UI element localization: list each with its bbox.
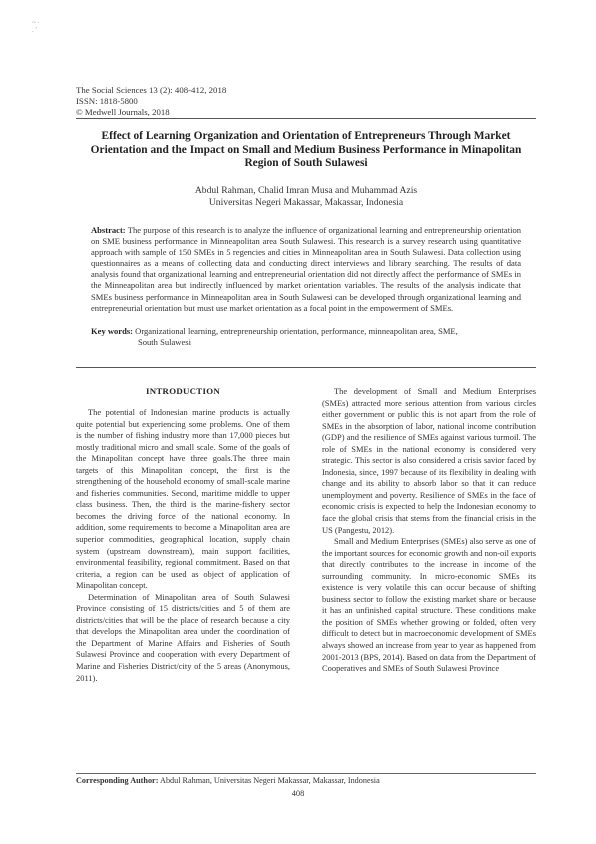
corresponding-author-text: Abdul Rahman, Universitas Negeri Makassar, Makassar, Indonesia [160, 776, 380, 785]
abstract-text: The purpose of this research is to analyze the influence of organizational learning and entrepreneurship orientation on SME business performance in Minneapolitan area South Sulawesi. This research is a survey research using quantitative approach with sample of 150 SMEs in 5 regencies and cities in Minneapolitan area in South Sulawesi. Data collection using questionnaires as a means of collecting data and conducting direct interviews and library searching. The results of data analysis found that organizational learning and entrepreneurial orientation did not directly affect the performance of SMEs in the Minneapolitan area but indirectly influenced by market orientation variables. The results of the analysis indicate that SMEs business performance in Minneapolitan area in South Sulawesi can be developed through organizational learning and entrepreneurial orientation but must use market orientation as a focal point in the empowerment of SMEs. [91, 225, 521, 313]
paper-authors: Abdul Rahman, Chalid Imran Musa and Muhammad Azis [194, 185, 418, 196]
header-rule [76, 118, 536, 119]
journal-issn: ISSN: 1818-5800 [76, 96, 138, 106]
keywords [91, 326, 521, 348]
journal-header [76, 85, 226, 118]
right-column [322, 386, 536, 675]
author-block [76, 185, 536, 209]
keywords-line-2: South Sulawesi [138, 337, 191, 348]
paragraph: The development of Small and Medium Enterprises (SMEs) attracted more serious attention from various circles either government or public this is not apart from the role of SMEs in the absorption of labor, national income contribution (GDP) and the resilience of SMEs against various turmoil. The role of SMEs in the national economy is considered very strategic. This sector is also considered a crisis savior faced by Indonesia, since, 1997 because of its flexibility in dealing with change and its ability to absorb labor so that it can reduce unemployment and poverty. Resilience of SMEs in the face of economic crisis is expected to help the Indonesian economy to face the global crisis that stems from the financial crisis in the US (Pangestu, 2012). [322, 386, 536, 535]
abstract [91, 225, 521, 314]
journal-copyright: © Medwell Journals, 2018 [76, 107, 170, 117]
paragraph: Determination of Minapolitan area of South Sulawesi Province consisting of 15 districts/cities and 5 of them are districts/cities that will be the place of research because a city that develops the Minapolitan area under the coordination of the Department of Marine Affairs and Fisheries of South Sulawesi Province and cooperation with every Department of Marine and Fisheries District/city of the 5 areas (Anonymous, 2011). [76, 591, 290, 683]
page-number: 408 [291, 789, 305, 798]
abstract-label: Abstract: [91, 225, 126, 235]
paper-title: Effect of Learning Organization and Orientation of Entrepreneurs Through Market Orientation and the Impact on Small and Medium Business Performance in Minapolitan Region of South Sulawesi [90, 130, 522, 170]
journal-citation: The Social Sciences 13 (2): 408-412, 2018 [76, 85, 227, 95]
keywords-label: Key words: [91, 326, 134, 336]
paragraph: The potential of Indonesian marine products is actually quite potential but experiencing some problems. One of them is the number of fishing industry more than 17,000 pieces but mostly traditional micro and small scale. Some of the goals of the Minapolitan concept have three goals.The three main targets of this Minapolitan concept, the first is the strengthening of the household economy of small-scale marine and fisheries communities. Second, maritime middle to upper class business. Then, the third is the marine-fishery sector becomes the driving force of the national economy. In addition, some requirements to become a Minapolitan area are superior commodities, geographical location, supply chain system (upstream downstream), main support facilities, environmental feasibility, regional commitment. Based on that criteria, a region can be used as object of application of Minapolitan concept. [76, 407, 290, 591]
section-heading-introduction: INTRODUCTION [146, 386, 220, 396]
corresponding-author [76, 776, 536, 786]
corresponding-author-label: Corresponding Author: [76, 776, 159, 785]
footer-rule [76, 773, 536, 774]
keywords-rule [76, 367, 536, 368]
keywords-line-1: Organizational learning, entrepreneurship orientation, performance, minneapolitan area, SME, [135, 326, 458, 336]
paragraph: Small and Medium Enterprises (SMEs) also serve as one of the important sources for economic growth and non-oil exports that directly contributes to the increase in income of the surrounding community. In micro-economic SMEs its existence is very volatile this can occur because of shifting business sector to follow the existing market share or because it has an unfinished capital structure. These conditions make the position of SMEs whether growing or folded, often very difficult to detect but in macroeconomic development of SMEs always showed an increase from year to year as happened from 2001-2013 (BPS, 2014). Based on data from the Department of Cooperatives and SMEs of South Sulawesi Province [322, 536, 536, 674]
left-column [76, 407, 290, 684]
scan-speck-mark: ~ · . ' [32, 19, 40, 34]
paper-affiliation: Universitas Negeri Makassar, Makassar, Indonesia [208, 197, 404, 208]
